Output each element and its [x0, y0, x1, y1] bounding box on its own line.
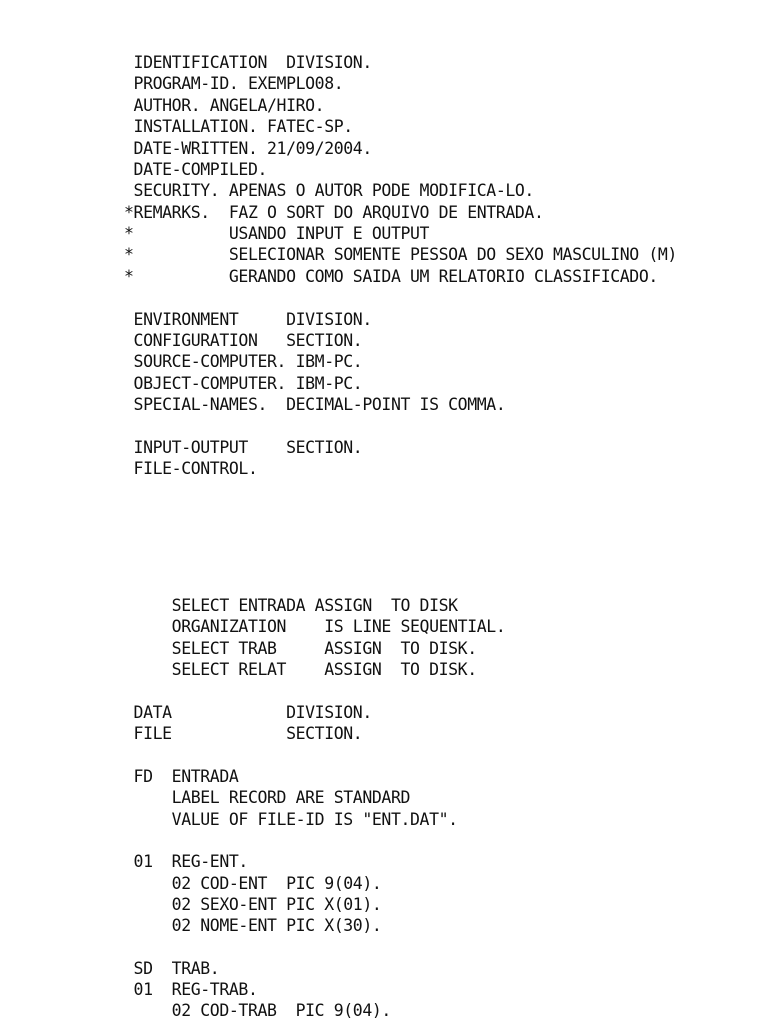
- code-line: FILE SECTION.: [124, 724, 363, 743]
- comment-line: * GERANDO COMO SAIDA UM RELATORIO CLASSIFICADO.: [124, 267, 658, 286]
- code-line: AUTHOR. ANGELA/HIRO.: [124, 96, 325, 115]
- code-line: FILE-CONTROL.: [124, 459, 258, 478]
- code-line: SELECT ENTRADA ASSIGN TO DISK: [124, 596, 458, 615]
- code-line: SELECT TRAB ASSIGN TO DISK.: [124, 639, 477, 658]
- comment-line: *REMARKS. FAZ O SORT DO ARQUIVO DE ENTRADA.: [124, 203, 544, 222]
- code-line: 01 REG-TRAB.: [124, 980, 258, 999]
- code-line: PROGRAM-ID. EXEMPLO08.: [124, 74, 344, 93]
- code-line: DATE-COMPILED.: [124, 160, 268, 179]
- comment-line: * USANDO INPUT E OUTPUT: [124, 224, 430, 243]
- code-line: VALUE OF FILE-ID IS "ENT.DAT".: [124, 810, 458, 829]
- code-line: 01 REG-ENT.: [124, 852, 248, 871]
- code-line: SD TRAB.: [124, 959, 220, 978]
- code-line: OBJECT-COMPUTER. IBM-PC.: [124, 374, 363, 393]
- code-line: ENVIRONMENT DIVISION.: [124, 310, 372, 329]
- code-line: INSTALLATION. FATEC-SP.: [124, 117, 353, 136]
- code-line: 02 COD-TRAB PIC 9(04).: [124, 1001, 391, 1020]
- code-line: ORGANIZATION IS LINE SEQUENTIAL.: [124, 617, 506, 636]
- code-line: DATE-WRITTEN. 21/09/2004.: [124, 139, 372, 158]
- code-line: IDENTIFICATION DIVISION.: [124, 53, 372, 72]
- code-line: CONFIGURATION SECTION.: [124, 331, 363, 350]
- code-line: 02 SEXO-ENT PIC X(01).: [124, 895, 382, 914]
- code-line: INPUT-OUTPUT SECTION.: [124, 438, 363, 457]
- code-line: DATA DIVISION.: [124, 703, 372, 722]
- code-line: SPECIAL-NAMES. DECIMAL-POINT IS COMMA.: [124, 395, 506, 414]
- code-line: LABEL RECORD ARE STANDARD: [124, 788, 411, 807]
- code-line: SELECT RELAT ASSIGN TO DISK.: [124, 660, 477, 679]
- code-line: 02 NOME-ENT PIC X(30).: [124, 916, 382, 935]
- code-line: SECURITY. APENAS O AUTOR PODE MODIFICA-LO.: [124, 181, 534, 200]
- code-line: 02 COD-ENT PIC 9(04).: [124, 874, 382, 893]
- code-line: FD ENTRADA: [124, 767, 239, 786]
- comment-line: * SELECIONAR SOMENTE PESSOA DO SEXO MASCULINO (M): [124, 245, 677, 264]
- code-line: SOURCE-COMPUTER. IBM-PC.: [124, 352, 363, 371]
